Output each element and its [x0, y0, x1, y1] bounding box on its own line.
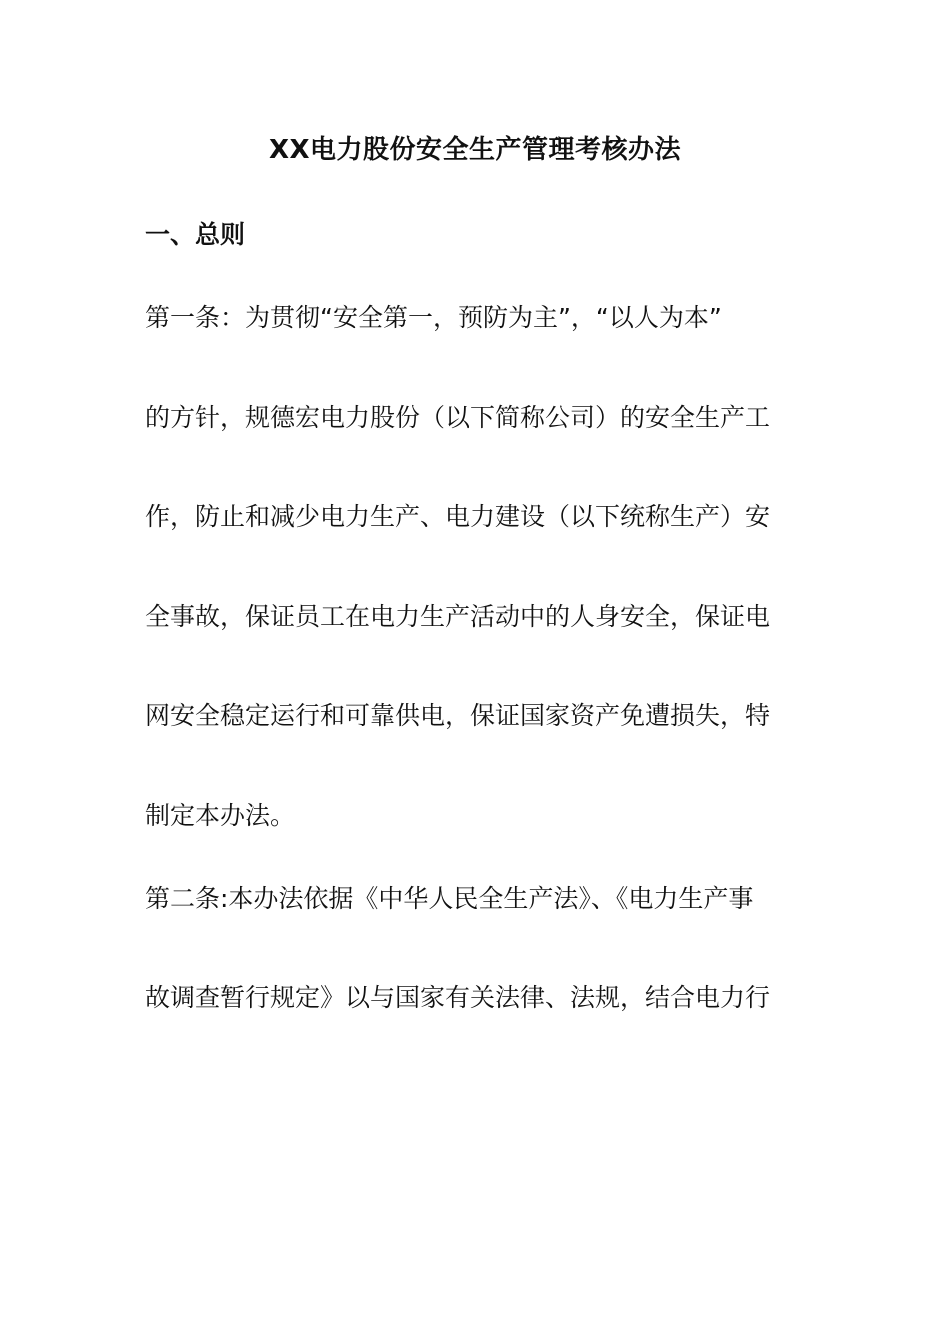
- article-1-line-3: 作，防止和减少电力生产、电力建设（以下统称生产）安: [145, 502, 771, 531]
- article-2-line-2: 故调查暂行规定》以与国家有关法律、法规，结合电力行: [145, 983, 771, 1012]
- section-heading-general: 一、总则: [145, 220, 246, 249]
- article-1-line-4: 全事故，保证员工在电力生产活动中的人身安全，保证电: [145, 602, 771, 631]
- article-1-line-2: 的方针，规德宏电力股份（以下简称公司）的安全生产工: [145, 403, 771, 432]
- article-1-line-5: 网安全稳定运行和可靠供电，保证国家资产免遭损失，特: [145, 701, 771, 730]
- article-2-line-1: 第二条:本办法依据《中华人民全生产法》、《电力生产事: [145, 884, 754, 913]
- document-title: XX电力股份安全生产管理考核办法: [268, 135, 682, 165]
- article-1-line-6: 制定本办法。: [145, 801, 296, 830]
- article-1-line-1: 第一条：为贯彻“安全第一，预防为主”，“以人为本”: [145, 303, 722, 332]
